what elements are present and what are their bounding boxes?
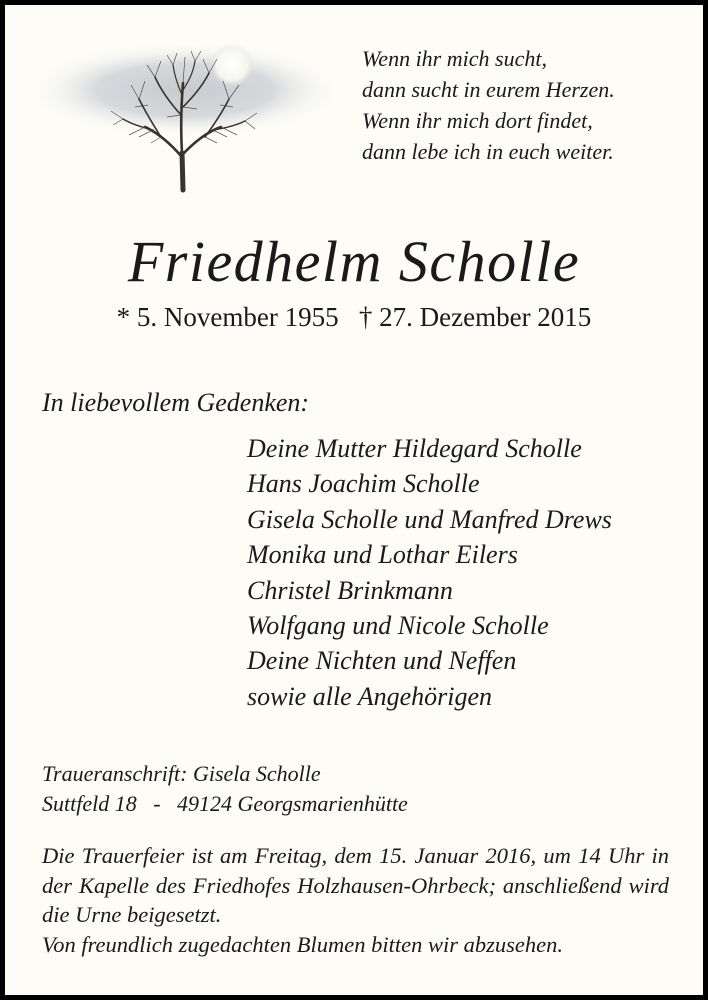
mourner-entry: Deine Mutter Hildegard Scholle (247, 434, 582, 463)
mourner-entry: Monika und Lothar Eilers (247, 540, 518, 570)
life-dates: * 5. November 1955 † 27. Dezember 2015 (116, 302, 592, 332)
poem-line: Wenn ihr mich dort findet, (362, 108, 593, 133)
poem-line: dann sucht in eurem Herzen. (362, 77, 615, 102)
deceased-name: Friedhelm Scholle (127, 229, 581, 294)
mourner-entry: Gisela Scholle und Manfred Drews (247, 504, 612, 534)
memory-heading: In liebevollem Gedenken: (42, 388, 310, 417)
ceremony-text: Die Trauerfeier ist am Freitag, dem 15. Januar 2016, um 14 Uhr in der Kapelle des Friedhofes Holzhausen-Ohrbeck; anschließend wird die Urne beigesetzt. (42, 843, 669, 927)
flowers-text: Von freundlich zugedachten Blumen bitten wir abzusehen. (42, 931, 563, 957)
mourner-entry: sowie alle Angehörigen (247, 681, 493, 711)
mourner-entry: Deine Nichten und Neffen (247, 646, 517, 676)
poem-line: Wenn ihr mich sucht, (362, 46, 547, 71)
address-line: Suttfeld 18 - 49124 Georgsmarienhütte (42, 791, 408, 816)
funeral-notice (42, 841, 669, 959)
poem-line: dann lebe ich in euch weiter. (362, 139, 614, 164)
mourners-list (247, 431, 612, 714)
mourner-entry: Christel Brinkmann (247, 575, 453, 605)
address-line: Traueranschrift: Gisela Scholle (42, 761, 321, 786)
mourning-address (42, 759, 408, 819)
mourner-entry: Wolfgang und Nicole Scholle (247, 611, 549, 641)
tree-icon (35, 35, 355, 205)
tree-moon-image (35, 35, 355, 205)
memorial-poem (362, 43, 615, 167)
mourner-entry: Hans Joachim Scholle (247, 469, 480, 499)
obituary-notice (5, 5, 703, 995)
